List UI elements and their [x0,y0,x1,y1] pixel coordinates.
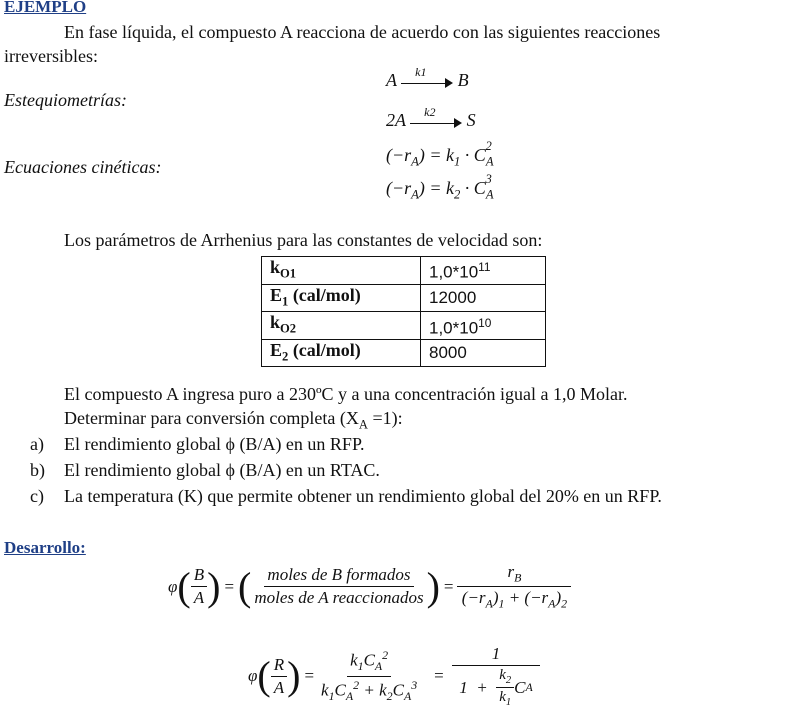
kinetic-equations-label: Ecuaciones cinéticas: [4,157,162,177]
eq1-denominator-text: moles de A reaccionados [254,588,424,608]
reaction-2-right: S [466,110,476,130]
reaction-2-rate: k2 [424,104,436,119]
param-value: 8000 [421,339,546,367]
feed-line-2: Determinar para conversión completa $(X_A =1)$: [64,408,403,432]
reaction-1-rate: k1 [415,64,427,79]
question-b: b) El rendimiento global ϕ (B/A) en un RTAC. [30,460,380,480]
question-c: c) La temperatura (K) que permite obtener un rendimiento global del 20% en un RFP. [30,486,662,506]
yield-definition-equation: φ ( $\frac{B}{A}$ ) = ( $\frac{\text{moles de B formados}}{\text{moles de A reaccionados}}$ ) = $\frac{r_B}{(-r_A)_1 + (-r_A)_2}$ [168,562,571,612]
param-name: $E_1$ (cal/mol) [262,284,421,312]
question-a: a) El rendimiento global ϕ (B/A) en un RFP. [30,434,365,454]
phi-symbol: φ [168,576,178,596]
yield-expression-equation: φ ( $\frac{R}{A}$ ) = $\frac{k_1C_A^2}{k_1C_A^2 + k_2C_A^3}$ = 1 1 + $\frac{k_2}{k_1}$ C A [248,644,540,708]
reaction-2 [386,104,476,131]
table-row [262,339,546,367]
param-name: $E_2$ (cal/mol) [262,339,421,367]
development-heading: Desarrollo: [4,538,86,557]
reaction-1-left: A [386,70,397,90]
param-name: $k_{O1}$ [262,257,421,285]
param-value: $1,0*10^{11}$ [421,257,546,285]
feed-line-1: El compuesto A ingresa puro a 230ºC y a una concentración igual a 1,0 Molar. [64,384,628,404]
reaction-arrow-icon [410,104,462,130]
stoichiometry-label: Estequiometrías: [4,90,127,110]
arrhenius-params-table [261,256,546,367]
param-name: $k_{O2}$ [262,312,421,340]
reaction-arrow-icon [401,64,453,90]
arrhenius-intro: Los parámetros de Arrhenius para las constantes de velocidad son: [64,230,543,250]
param-value: 12000 [421,284,546,312]
intro-line-1: En fase líquida, el compuesto A reacciona de acuerdo con las siguientes reacciones [64,22,661,42]
param-value: $1,0*10^{10}$ [421,312,546,340]
phi-symbol: φ [248,666,258,685]
eq1-numerator-text: moles de B formados [264,565,413,587]
table-row [262,312,546,340]
rate-equation-2: $(-r_A) = k_2 \cdot C_A^3$ [386,172,494,202]
rate-equation-1: $(-r_A) = k_1 \cdot C_A^2$ [386,139,494,169]
table-row [262,284,546,312]
reaction-1 [386,64,469,91]
reaction-2-left: 2A [386,110,406,130]
example-heading: EJEMPLO [4,0,87,16]
reaction-1-right: B [457,70,469,90]
intro-line-2: irreversibles: [4,46,98,66]
table-row [262,257,546,285]
